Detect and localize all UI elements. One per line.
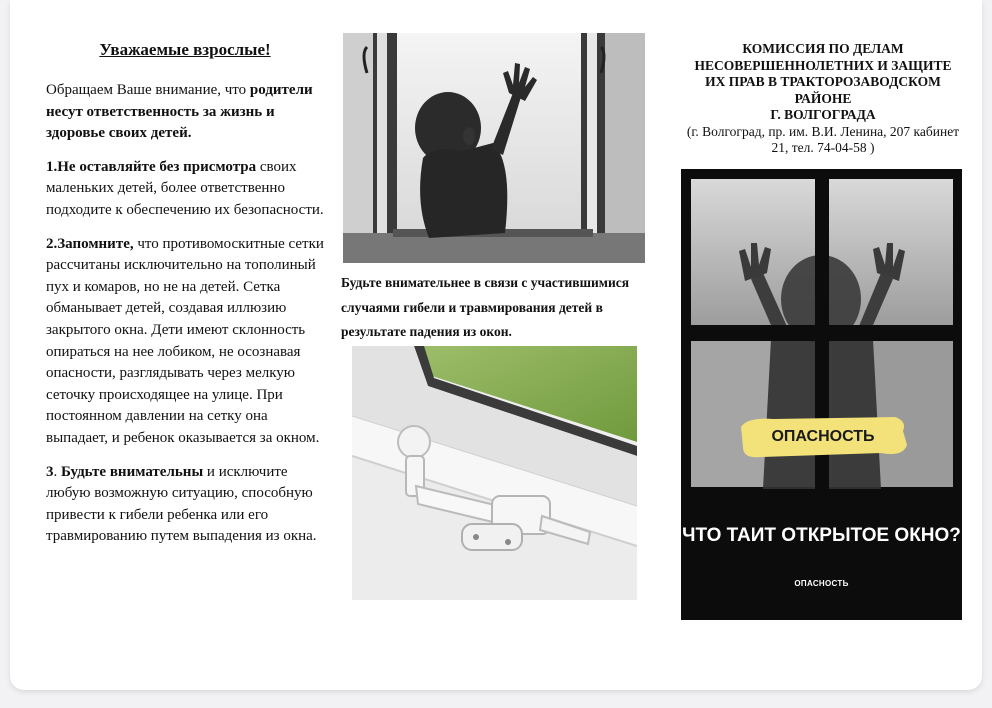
city-title: Г. ВОЛГОГРАДА xyxy=(770,107,876,122)
item-2-plain: что противомоскитные сетки рассчитаны исключительно на тополиный пух и комаров, но не на детей. Сетка обманывает детей, создавая иллюзию закрытого окна. Дети имеют склонность опираться на нее лобиком, не осознавая опасности, разглядывать через мелкую сеточку происходящее на улице. При постоянном давлении на сетку она выпадает, и ребенок оказывается за окном. xyxy=(46,235,324,446)
commission-title: КОМИССИЯ ПО ДЕЛАМ НЕСОВЕРШЕННОЛЕТНИХ И ЗАЩИТЕ ИХ ПРАВ В ТРАКТОРОЗАВОДСКОМ РАЙОНЕ xyxy=(694,41,952,106)
intro-bold: родители несут ответственность за жизнь и здоровье своих детей. xyxy=(46,82,313,142)
item-1-plain: своих маленьких детей, более ответственно подходите к обеспечению их безопасности. xyxy=(46,158,324,218)
child-behind-window-illustration xyxy=(681,169,962,620)
intro-paragraph xyxy=(46,80,324,145)
window-lock-photo xyxy=(352,346,637,600)
item-1-paragraph xyxy=(46,157,324,222)
item-3-sep: . xyxy=(53,463,61,480)
greeting-heading: Уважаемые взрослые! xyxy=(99,40,271,59)
left-column xyxy=(46,40,324,560)
item-2-paragraph xyxy=(46,234,324,450)
commission-address: (г. Волгоград, пр. им. В.И. Ленина, 207 кабинет 21, тел. 74-04-58 ) xyxy=(686,123,960,155)
item-3-bold: Будьте внимательны xyxy=(61,463,204,480)
warning-caption: Будьте внимательнее в связи с участившимися случаями гибели и травмирования детей в результате падения из окон. xyxy=(341,275,630,339)
intro-plain: Обращаем Ваше внимание, что xyxy=(46,82,250,98)
item-2-bold: 2.Запомните, xyxy=(46,235,134,252)
item-1-bold: 1.Не оставляйте без присмотра xyxy=(46,158,257,175)
child-at-window-photo xyxy=(343,33,645,263)
window-lock-illustration xyxy=(352,346,637,600)
item-3-paragraph xyxy=(46,462,324,548)
organization-block xyxy=(686,41,960,157)
danger-poster xyxy=(681,169,962,620)
child-at-window-illustration xyxy=(343,33,645,263)
item-3-plain: и исключите любую возможную ситуацию, способную привести к гибели ребенка или его травмированию путем выпадения из окна. xyxy=(46,463,317,545)
danger-badge: ОПАСНОСТЬ xyxy=(771,428,875,445)
item-3-number: 3 xyxy=(46,463,54,480)
poster-title: ЧТО ТАИТ ОТКРЫТОЕ ОКНО? xyxy=(682,525,961,546)
poster-footer: ОПАСНОСТЬ xyxy=(794,579,849,588)
